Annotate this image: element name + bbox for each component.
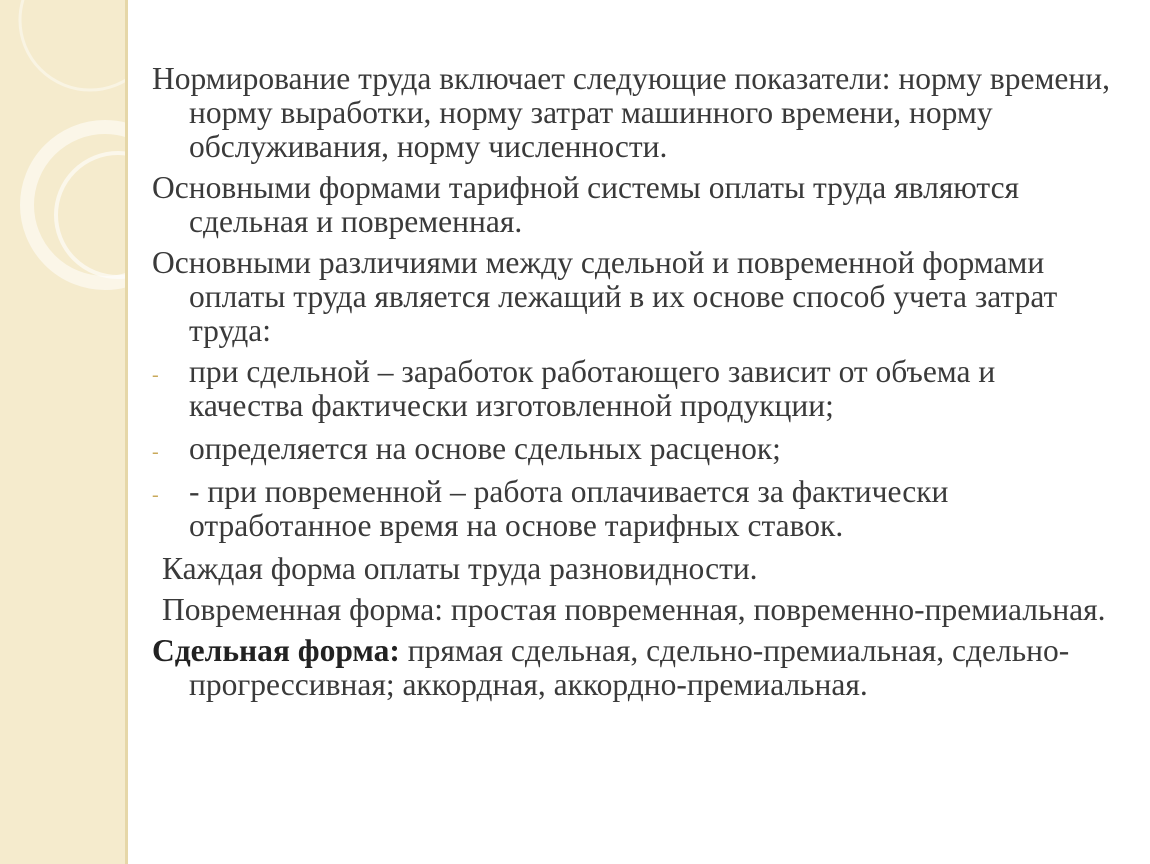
piece-rate-text: прямая сдельная, сдельно-премиальная, сдельно- прогрессивная; аккордная, аккордно-премиальная. [189, 633, 1070, 702]
bullet-dash: - [152, 441, 159, 463]
bullet-item [152, 432, 1112, 466]
bullet-item [152, 355, 1112, 423]
paragraph-differences: Основными различиями между сдельной и повременной формами оплаты труда является лежащий в их основе способ учета затрат труда: [152, 245, 1058, 348]
bullet-text: - при повременной – работа оплачивается за фактически отработанное время на основе тарифных ставок. [189, 474, 949, 543]
decorative-circles [0, 0, 128, 864]
bullet-dash: - [152, 484, 159, 506]
circle-top [20, 0, 128, 90]
bullet-text: при сдельной – заработок работающего зависит от объема и качества фактически изготовленной продукции; [189, 354, 996, 423]
decorative-side-panel [0, 0, 128, 864]
piece-rate-heading: Сдельная форма: [152, 633, 400, 668]
bullet-item [152, 475, 1112, 543]
paragraph-time-based: Повременная форма: простая повременная, повременно-премиальная. [162, 592, 1106, 627]
paragraph-each-form: Каждая форма оплаты труда разновидности. [162, 551, 758, 586]
circle-inner [56, 153, 128, 277]
bullet-dash: - [152, 364, 159, 386]
slide-body [152, 62, 1112, 709]
paragraph-tariff-forms: Основными формами тарифной системы оплаты труда являются сдельная и повременная. [152, 170, 1020, 239]
paragraph-norming: Нормирование труда включает следующие показатели: норму времени, норму выработки, норму затрат машинного времени, норму обслуживания, норму численности. [152, 61, 1110, 164]
bullet-text: определяется на основе сдельных расценок; [189, 431, 781, 466]
paragraph-piece-rate [152, 634, 1112, 702]
